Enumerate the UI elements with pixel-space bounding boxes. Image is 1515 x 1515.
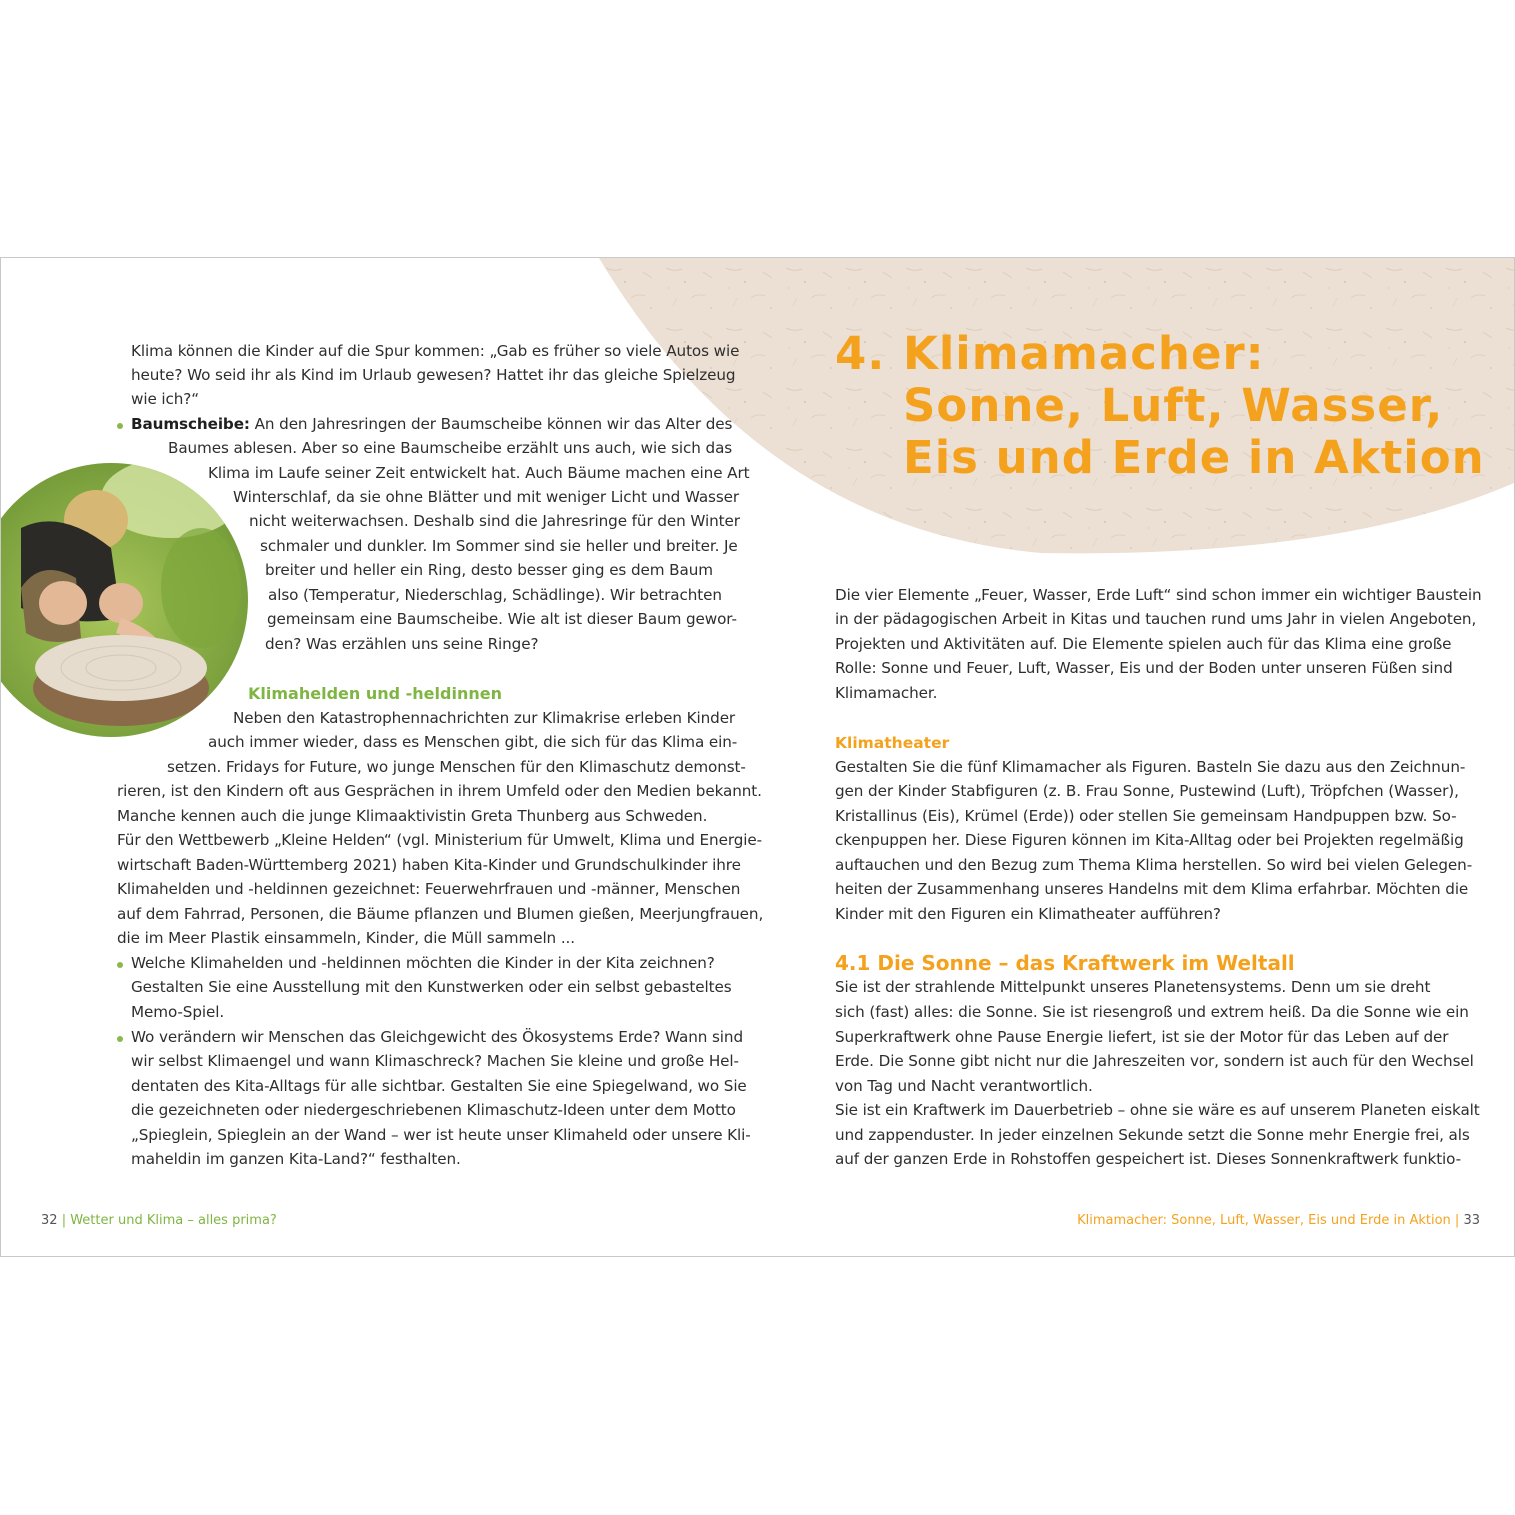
footer-separator: | xyxy=(1454,1213,1460,1228)
text-line: Erde. Die Sonne gibt nicht nur die Jahreszeiten vor, sondern ist auch für den Wechsel xyxy=(835,1052,1474,1070)
text-line: setzen. Fridays for Future, wo junge Menschen für den Klimaschutz demonst- xyxy=(167,758,746,776)
bullet-dot xyxy=(117,1036,123,1042)
text-line: Klima im Laufe seiner Zeit entwickelt hat. Auch Bäume machen eine Art xyxy=(208,464,750,482)
text-line: Manche kennen auch die junge Klimaaktivistin Greta Thunberg aus Schweden. xyxy=(117,807,708,825)
text-line: „Spieglein, Spieglein an der Wand – wer ist heute unser Klimaheld oder unsere Kli- xyxy=(131,1126,751,1144)
text-line: Wo verändern wir Menschen das Gleichgewicht des Ökosystems Erde? Wann sind xyxy=(131,1028,743,1046)
text-line: Projekten und Aktivitäten auf. Die Elemente spielen auch für das Klima eine große xyxy=(835,635,1452,653)
text-line: die gezeichneten oder niedergeschriebenen Klimaschutz-Ideen unter dem Motto xyxy=(131,1101,736,1119)
text-line: auftauchen und den Bezug zum Thema Klima herstellen. So wird bei vielen Gelegen- xyxy=(835,856,1473,874)
text-line: Winterschlaf, da sie ohne Blätter und mit weniger Licht und Wasser xyxy=(233,488,740,506)
text-line: dentaten des Kita-Alltags für alle sichtbar. Gestalten Sie eine Spiegelwand, wo Sie xyxy=(131,1077,747,1095)
klimahelden-heading: Klimahelden und -heldinnen xyxy=(248,684,502,703)
text-line: und zappenduster. In jeder einzelnen Sekunde setzt die Sonne mehr Energie frei, als xyxy=(835,1126,1470,1144)
text-line: wie ich?“ xyxy=(131,390,200,408)
baumscheibe-label: Baumscheibe: xyxy=(131,415,250,433)
text-line: gen der Kinder Stabfiguren (z. B. Frau Sonne, Pustewind (Luft), Tröpfchen (Wasser), xyxy=(835,782,1459,800)
book-spread xyxy=(0,257,1515,1257)
photo-boy-tree-slice xyxy=(1,258,261,758)
text-line: Klimahelden und -heldinnen gezeichnet: Feuerwehrfrauen und -männer, Menschen xyxy=(117,880,741,898)
page-number-right: 33 xyxy=(1463,1213,1480,1228)
right-footer xyxy=(1077,1213,1480,1228)
text-line: Für den Wettbewerb „Kleine Helden“ (vgl. Ministerium für Umwelt, Klima und Energie- xyxy=(117,831,762,849)
footer-separator: | xyxy=(61,1213,67,1228)
chapter-title-line3: Eis und Erde in Aktion xyxy=(903,431,1485,484)
section-heading-4-1: 4.1 Die Sonne – das Kraftwerk im Weltall xyxy=(835,951,1295,975)
text-line: maheldin im ganzen Kita-Land?“ festhalten. xyxy=(131,1150,461,1168)
bullet-dot xyxy=(117,423,123,429)
text-line: Superkraftwerk ohne Pause Energie liefert, ist sie der Motor für das Leben auf der xyxy=(835,1028,1449,1046)
text-line: Neben den Katastrophennachrichten zur Klimakrise erleben Kinder xyxy=(233,709,736,727)
text-line: Rolle: Sonne und Feuer, Luft, Wasser, Eis und der Boden unter unseren Füßen sind xyxy=(835,659,1453,677)
left-footer xyxy=(41,1213,277,1228)
text-line: auf der ganzen Erde in Rohstoffen gespeichert ist. Dieses Sonnenkraftwerk funktio- xyxy=(835,1150,1462,1168)
text-line: die im Meer Plastik einsammeln, Kinder, die Müll sammeln ... xyxy=(117,929,575,947)
text-line: wirtschaft Baden-Württemberg 2021) haben Kita-Kinder und Grundschulkinder ihre xyxy=(117,856,741,874)
text-line: Die vier Elemente „Feuer, Wasser, Erde Luft“ sind schon immer ein wichtiger Baustein xyxy=(835,586,1482,604)
text-line: Sie ist der strahlende Mittelpunkt unseres Planetensystems. Denn um sie dreht xyxy=(835,978,1431,996)
text-line: Klima können die Kinder auf die Spur kommen: „Gab es früher so viele Autos wie xyxy=(131,342,740,360)
text-line: Baumes ablesen. Aber so eine Baumscheibe erzählt uns auch, wie sich das xyxy=(168,439,733,457)
text-line: sich (fast) alles: die Sonne. Sie ist riesengroß und extrem heiß. Da die Sonne wie ein xyxy=(835,1003,1469,1021)
footer-running-title: Wetter und Klima – alles prima? xyxy=(70,1213,277,1228)
text-line: auf dem Fahrrad, Personen, die Bäume pflanzen und Blumen gießen, Meerjungfrauen, xyxy=(117,905,764,923)
footer-running-title: Klimamacher: Sonne, Luft, Wasser, Eis und Erde in Aktion xyxy=(1077,1213,1451,1228)
page-number-left: 32 xyxy=(41,1213,58,1228)
text-line: schmaler und dunkler. Im Sommer sind sie heller und breiter. Je xyxy=(260,537,738,555)
text-line: also (Temperatur, Niederschlag, Schädlinge). Wir betrachten xyxy=(268,586,722,604)
text-line: den? Was erzählen uns seine Ringe? xyxy=(265,635,539,653)
text-line: Welche Klimahelden und -heldinnen möchten die Kinder in der Kita zeichnen? xyxy=(131,954,715,972)
text-line: nicht weiterwachsen. Deshalb sind die Jahresringe für den Winter xyxy=(249,512,740,530)
text-line: Baumscheibe: An den Jahresringen der Baumscheibe können wir das Alter des xyxy=(131,415,733,433)
bullet-dot xyxy=(117,962,123,968)
text-line: in der pädagogischen Arbeit in Kitas und tauchen rund ums Jahr in vielen Angeboten, xyxy=(835,610,1477,628)
chapter-title-line2: Sonne, Luft, Wasser, xyxy=(903,379,1444,432)
text-line: heiten der Zusammenhang unseres Handelns mit dem Klima erfahrbar. Möchten die xyxy=(835,880,1469,898)
text-line: breiter und heller ein Ring, desto besser ging es dem Baum xyxy=(265,561,713,579)
text-line: Gestalten Sie eine Ausstellung mit den Kunstwerken oder ein selbst gebasteltes xyxy=(131,978,732,996)
text-line: ckenpuppen her. Diese Figuren können im Kita-Alltag oder bei Projekten regelmäßig xyxy=(835,831,1464,849)
text-line: gemeinsam eine Baumscheibe. Wie alt ist dieser Baum gewor- xyxy=(267,610,737,628)
text-line: Kinder mit den Figuren ein Klimatheater aufführen? xyxy=(835,905,1221,923)
text-line: Klimamacher. xyxy=(835,684,938,702)
text-line: wir selbst Klimaengel und wann Klimaschreck? Machen Sie kleine und große Hel- xyxy=(131,1052,739,1070)
text-line: Gestalten Sie die fünf Klimamacher als Figuren. Basteln Sie dazu aus den Zeichnun- xyxy=(835,758,1466,776)
text-line: Memo-Spiel. xyxy=(131,1003,225,1021)
text-line: rieren, ist den Kindern oft aus Gesprächen in ihrem Umfeld oder den Medien bekannt. xyxy=(117,782,762,800)
klimatheater-heading: Klimatheater xyxy=(835,734,950,752)
chapter-number: 4. xyxy=(835,327,886,380)
text-line: Sie ist ein Kraftwerk im Dauerbetrieb – ohne sie wäre es auf unserem Planeten eiskalt xyxy=(835,1101,1480,1119)
text-line: heute? Wo seid ihr als Kind im Urlaub gewesen? Hattet ihr das gleiche Spielzeug xyxy=(131,366,736,384)
text-line: Kristallinus (Eis), Krümel (Erde)) oder stellen Sie gemeinsam Handpuppen bzw. So- xyxy=(835,807,1457,825)
text-line: von Tag und Nacht verantwortlich. xyxy=(835,1077,1093,1095)
text-line: auch immer wieder, dass es Menschen gibt, die sich für das Klima ein- xyxy=(208,733,738,751)
chapter-title-line1: Klimamacher: xyxy=(903,327,1265,380)
